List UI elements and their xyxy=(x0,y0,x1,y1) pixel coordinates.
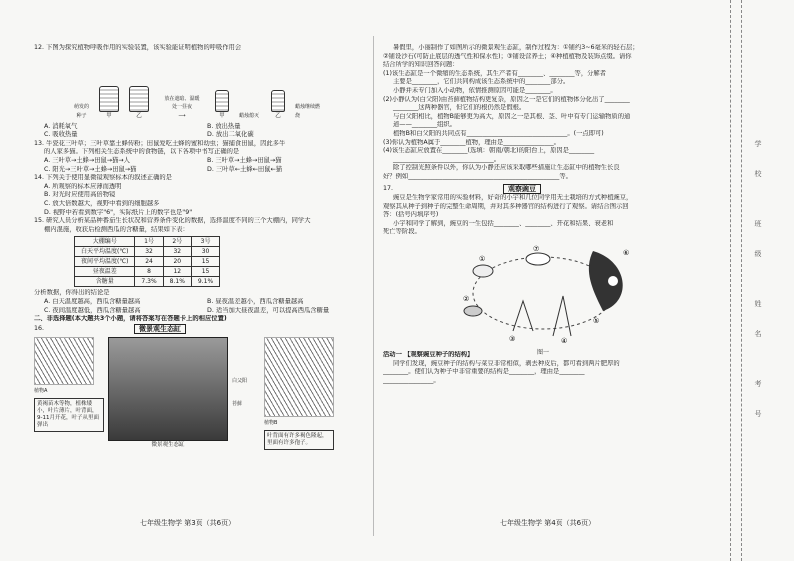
candle-burn-label: 蜡烛继续燃烧 xyxy=(295,104,321,119)
q15-options xyxy=(34,298,364,315)
activity-1-title: 活动一 【观察豌豆种子的结构】 xyxy=(383,351,474,359)
q16-part-4-b: ________________________________。 xyxy=(393,155,501,163)
jar-b-after xyxy=(271,90,285,112)
candle-out-label: 蜡烛熄灭 xyxy=(239,113,260,119)
binding-word: 班 xyxy=(754,220,762,227)
q13-options xyxy=(34,157,364,174)
eco-tank-image xyxy=(108,337,228,441)
eco-note-right: 叶背面有许多褐色隆起，里面有许多孢子。 xyxy=(264,430,334,450)
option: C. 吸收热量 xyxy=(44,131,78,139)
option: A. 所观察的标本应薄而透明 xyxy=(44,182,122,190)
jar-a-label: 甲 xyxy=(106,113,112,119)
fig-label: ① xyxy=(479,255,486,264)
question-15-b: 棚内混施，收获后检测西瓜的含糖量，结果如下表： xyxy=(44,225,189,233)
q16-intro: 暑假里，小丽制作了如图所示的微景观生态缸，制作过程为：①铺约3~6毫米的轻石层； xyxy=(393,44,639,51)
q16-intro-2: ②铺设沙石(可防止底层的透气性和保水性)；③铺设营养土；④种植植物及装饰点缀。请你 xyxy=(383,52,632,60)
q17-intro-2: 观察其从种子到种子的完整生命周期，并对其多种器官的结构进行了观察。请结合图示回 xyxy=(383,202,629,210)
q16-part-2-b: ________这两种器官，但它们的根仍然是假根。 xyxy=(393,104,526,112)
jar-b xyxy=(129,86,149,112)
q16-intro-3: 结合所学的知识回答问题： xyxy=(383,61,459,69)
binding-word: 名 xyxy=(754,330,762,337)
fig-label: ⑥ xyxy=(623,249,630,258)
plant-b-label: 植物B xyxy=(264,420,278,427)
plant-b-image xyxy=(264,337,334,417)
question-15: 15. 研究人员分析某品种番茄生长状况和营养条件变化的数据，选择温度不同的三个大棚内，同学大 xyxy=(34,217,311,225)
fig-label: ④ xyxy=(561,337,568,346)
temperature-table xyxy=(74,236,220,287)
q16-part-1-c: 小静并未专门加入小动物，依情推测原因可能是________。 xyxy=(393,86,557,94)
fig-label: ⑦ xyxy=(533,245,540,254)
q16-part-3: (3)你认为植物A属于________植物，理由是________________。 xyxy=(383,138,560,146)
q16-part-5-b: 好？例如________________________________________________等。 xyxy=(383,172,572,180)
fig-label: ② xyxy=(463,295,470,304)
jar-b2-label: 乙 xyxy=(275,113,281,119)
q16-part-4: (4)该生态缸应放置在________(选填：朝南/朝北)的阳台上，原因是________ xyxy=(383,147,595,155)
q16-part-2-e: 植物B和白父阳的共同点有________________________________。(一点即可) xyxy=(393,129,604,137)
column-divider xyxy=(373,36,374,536)
question-17: 17. xyxy=(383,184,394,192)
jar-a-after xyxy=(215,90,229,112)
section-2-heading: 二、非选择题(本大题共3个小题，请将答案写在答题卡上的相应位置) xyxy=(34,315,227,323)
pea-lifecycle-svg xyxy=(443,241,643,345)
eco-note-left: 黄褐苗木等物，植株矮小，叶片薄片，叶背面，9-11月开花，叶子从里面弹出 xyxy=(34,398,104,432)
activity-1-text: 同学们发现，豌豆种子的结构与菜豆非常相似，剥去种皮后，都可看到两片肥厚的 xyxy=(393,359,620,367)
q17-intro-3: 答：(括号内填序号) xyxy=(383,211,439,219)
q17-stages-2: 死亡等阶段。 xyxy=(383,228,421,236)
eco-figure xyxy=(34,337,364,455)
binding-word: 级 xyxy=(754,250,762,257)
q12-options xyxy=(34,123,364,140)
respiration-figure xyxy=(74,55,364,121)
binding-word: 姓 xyxy=(754,300,762,307)
q16-part-1-b: 主要是________，它们共同构成该生态系统中的________部分。 xyxy=(393,78,570,86)
page-3 xyxy=(34,44,364,455)
page-4 xyxy=(383,44,713,385)
option: C. 夜间温度越低，西瓜含糖量越高 xyxy=(44,306,141,314)
page-3-footer: 七年级生物学 第3页（共6页） xyxy=(140,519,236,527)
table-row: 夜间平均温度(℃) 24 20 15 xyxy=(75,257,220,267)
eco-title: 微景观生态缸 xyxy=(134,324,186,335)
seed-label: 萌发的 xyxy=(74,104,90,111)
option: B. 对光时应使用高倍物镜 xyxy=(44,191,116,199)
q15-analysis: 分析数据，你得出的结论是 xyxy=(34,289,110,297)
activity-1-text-3: ________________。 xyxy=(383,376,440,384)
option: A. 消耗氧气 xyxy=(44,122,78,130)
tank-label: 白父阳 xyxy=(232,378,248,385)
binding-word: 号 xyxy=(754,410,762,417)
binding-word: 学 xyxy=(754,140,762,147)
binding-word: 考 xyxy=(754,380,762,387)
plant-a-label: 植物A xyxy=(34,388,48,395)
q14-options xyxy=(34,183,364,217)
option: A. 三叶草→土蜂→田鼠→猫→人 xyxy=(44,156,130,164)
option: B. 三叶草→土蜂→田鼠→猫 xyxy=(207,156,282,164)
binding-word: 校 xyxy=(754,170,762,177)
q16-part-2: (2)小静认为(白父阳)由苔藓植物结构更复杂，原因之一是它们的植物体分化出了________ xyxy=(383,95,630,103)
table-row: 白天平均温度(℃) 32 32 30 xyxy=(75,247,220,257)
q17-intro: 豌豆是生物学家常用的实验材料，好奇的小宇和几位同学用无土栽培的方式种植豌豆， xyxy=(393,194,633,202)
fig-label: ⑤ xyxy=(593,317,600,326)
option: D. 适当加大昼夜温差，可以提高西瓜含糖量 xyxy=(207,306,330,314)
question-12: 12. 下图为探究植物呼吸作用的实验装置，该实验能证明植物的呼吸作用会 xyxy=(34,44,242,51)
option: C. 阳光→三叶草→土蜂→田鼠→猫 xyxy=(44,165,137,173)
table-row: 含糖量 7.3% 8.1% 9.1% xyxy=(75,277,220,287)
table-row: 大棚编号 1号 2号 3号 xyxy=(75,237,220,247)
question-13: 13. 牛瓷花三叶草；三叶草靠土蜂传粉；田鼠爱吃土蜂的蜜和幼虫；猫捕食田鼠，因此多牛 xyxy=(34,139,286,147)
eco-caption: 微景观生态缸 xyxy=(151,442,185,449)
option: D. 放出二氧化碳 xyxy=(207,131,254,139)
jar-a2-label: 甲 xyxy=(219,113,225,119)
tank-label: 苔藓 xyxy=(232,400,243,407)
table-row: 昼夜温差 8 12 15 xyxy=(75,267,220,277)
option: B. 放出热量 xyxy=(207,122,241,130)
q16-part-2-d: 道——________组织。 xyxy=(393,121,456,129)
option: C. 放大倍数越大，视野中看到的细胞越多 xyxy=(44,199,160,207)
question-13-b: 的人家多猫。下列相关生态系统中的食物链，以下各项中书写正确的是 xyxy=(44,148,240,156)
jar-b-label: 乙 xyxy=(136,113,142,119)
q16-part-2-c: 与白父阳相比，植物B能够更为高大，原因之一是其根、茎、叶中有专门运输物质的通 xyxy=(393,112,631,120)
jar-a xyxy=(99,86,119,112)
option: B. 昼夜温差越小，西瓜含糖量越高 xyxy=(207,297,304,305)
pea-title: 观察豌豆 xyxy=(503,184,541,195)
figure-caption: 图一 xyxy=(536,348,549,356)
option: D. 三叶草←土蜂←田鼠←猫 xyxy=(207,165,283,173)
option: A. 白天温度越高，西瓜含糖量越高 xyxy=(44,297,141,305)
q16-part-1: (1)该生态缸是一个微缩的生态系统，其生产者有________、________等，分解者 xyxy=(383,69,607,77)
step-text-2: 处一昼夜 xyxy=(172,104,193,111)
activity-1-text-2: ________。使们认为种子中非常重要的结构是________，理由是________ xyxy=(383,368,585,376)
step-text-1: 放在遮暗、温暖 xyxy=(164,95,200,102)
option: D. 视野中若看到数字"6"，实际纸片上的数字也是"9" xyxy=(44,208,193,216)
plant-a-image xyxy=(34,337,94,385)
q17-stages: 小宇和同学了解到，豌豆的一生包括________、________、开花和结果、衰老和 xyxy=(393,219,614,227)
question-14: 14. 下列关于使用显微镜观察标本的叙述正确的是 xyxy=(34,174,172,182)
q16-part-5: 除了控制光照条件以外，你认为小静还应该采取哪些措施让生态缸中的植物生长良 xyxy=(393,164,620,172)
fig-label: ③ xyxy=(509,335,516,344)
arrow-right-icon: ⟶ xyxy=(178,113,186,119)
binding-margin xyxy=(730,0,794,561)
pea-lifecycle-figure xyxy=(443,241,643,356)
page-4-footer: 七年级生物学 第4页（共6页） xyxy=(500,519,596,527)
seed-label-2: 种子 xyxy=(76,113,87,119)
question-16: 16. xyxy=(34,324,45,332)
